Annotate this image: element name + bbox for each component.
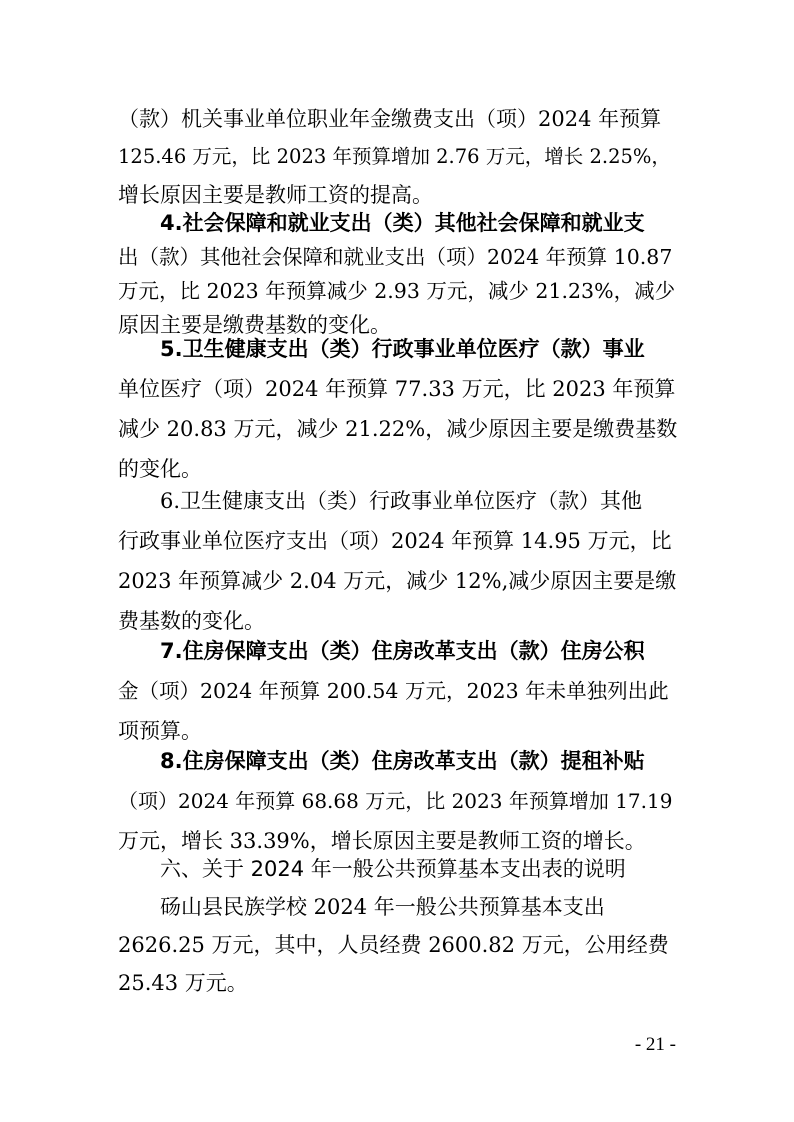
line-text: 的变化。 — [118, 457, 202, 481]
page-number: - 21 - — [634, 1034, 676, 1055]
text-line — [118, 102, 678, 136]
line-text: 万元，比 2023 年预算减少 2.93 万元，减少 21.23%，减少 — [118, 279, 676, 303]
line-text: 125.46 万元，比 2023 年预算增加 2.76 万元，增长 2.25%， — [118, 145, 671, 168]
text-line — [118, 332, 678, 366]
line-text: 出（款）其他社会保障和就业支出（项）2024 年预算 10.87 — [118, 245, 673, 269]
line-text: 8.住房保障支出（类）住房改革支出（款）提租补贴 — [160, 749, 645, 773]
text-line — [118, 604, 678, 638]
text-line — [118, 966, 678, 1000]
text-line — [118, 852, 678, 886]
line-text: 费基数的变化。 — [118, 609, 265, 633]
paragraph-basic-expenditure — [118, 890, 678, 1000]
text-line — [118, 274, 678, 308]
paragraph-housing-fund — [118, 634, 678, 748]
line-text: 5.卫生健康支出（类）行政事业单位医疗（款）事业 — [160, 337, 645, 361]
line-text: （项）2024 年预算 68.68 万元，比 2023 年预算增加 17.19 — [118, 789, 673, 813]
line-text: 砀山县民族学校 2024 年一般公共预算基本支出 — [160, 895, 605, 919]
line-text: 原因主要是缴费基数的变化。 — [118, 313, 391, 337]
text-line — [118, 140, 678, 174]
text-line — [118, 372, 678, 406]
line-text: （款）机关事业单位职业年金缴费支出（项）2024 年预算 — [118, 107, 662, 131]
text-line — [118, 524, 678, 558]
text-line — [118, 240, 678, 274]
text-line — [118, 452, 678, 486]
text-line — [118, 674, 678, 708]
text-line — [118, 744, 678, 778]
text-line — [118, 206, 678, 240]
line-text: 行政事业单位医疗支出（项）2024 年预算 14.95 万元，比 — [118, 529, 672, 553]
line-text: 4.社会保障和就业支出（类）其他社会保障和就业支 — [160, 211, 645, 235]
paragraph-health-other — [118, 484, 678, 638]
paragraph-health-public-institution — [118, 332, 678, 486]
line-text: 项预算。 — [118, 719, 202, 743]
line-text: 7.住房保障支出（类）住房改革支出（款）住房公积 — [160, 639, 645, 663]
text-line — [118, 564, 678, 598]
text-line — [118, 890, 678, 924]
section-heading — [118, 852, 678, 886]
line-text: 2023 年预算减少 2.04 万元，减少 12%,减少原因主要是缴 — [118, 569, 677, 593]
line-text: 6.卫生健康支出（类）行政事业单位医疗（款）其他 — [160, 489, 643, 513]
text-line — [118, 634, 678, 668]
line-text: 减少 20.83 万元，减少 21.22%，减少原因主要是缴费基数 — [118, 417, 678, 441]
heading-text: 六、关于 2024 年一般公共预算基本支出表的说明 — [160, 857, 626, 881]
text-line — [118, 784, 678, 818]
line-text: 25.43 万元。 — [118, 971, 248, 995]
text-line — [118, 928, 678, 962]
paragraph-social-security — [118, 206, 678, 342]
line-text: 金（项）2024 年预算 200.54 万元，2023 年未单独列出此 — [118, 679, 669, 703]
line-text: 万元，增长 33.39%，增长原因主要是教师工资的增长。 — [118, 829, 646, 853]
text-line — [118, 484, 678, 518]
line-text: 单位医疗（项）2024 年预算 77.33 万元，比 2023 年预算 — [118, 377, 676, 401]
paragraph-pension-expense — [118, 102, 678, 212]
text-line — [118, 714, 678, 748]
line-text: 增长原因主要是教师工资的提高。 — [118, 183, 433, 207]
paragraph-rent-subsidy — [118, 744, 678, 858]
text-line — [118, 412, 678, 446]
line-text: 2626.25 万元，其中，人员经费 2600.82 万元，公用经费 — [118, 933, 669, 957]
